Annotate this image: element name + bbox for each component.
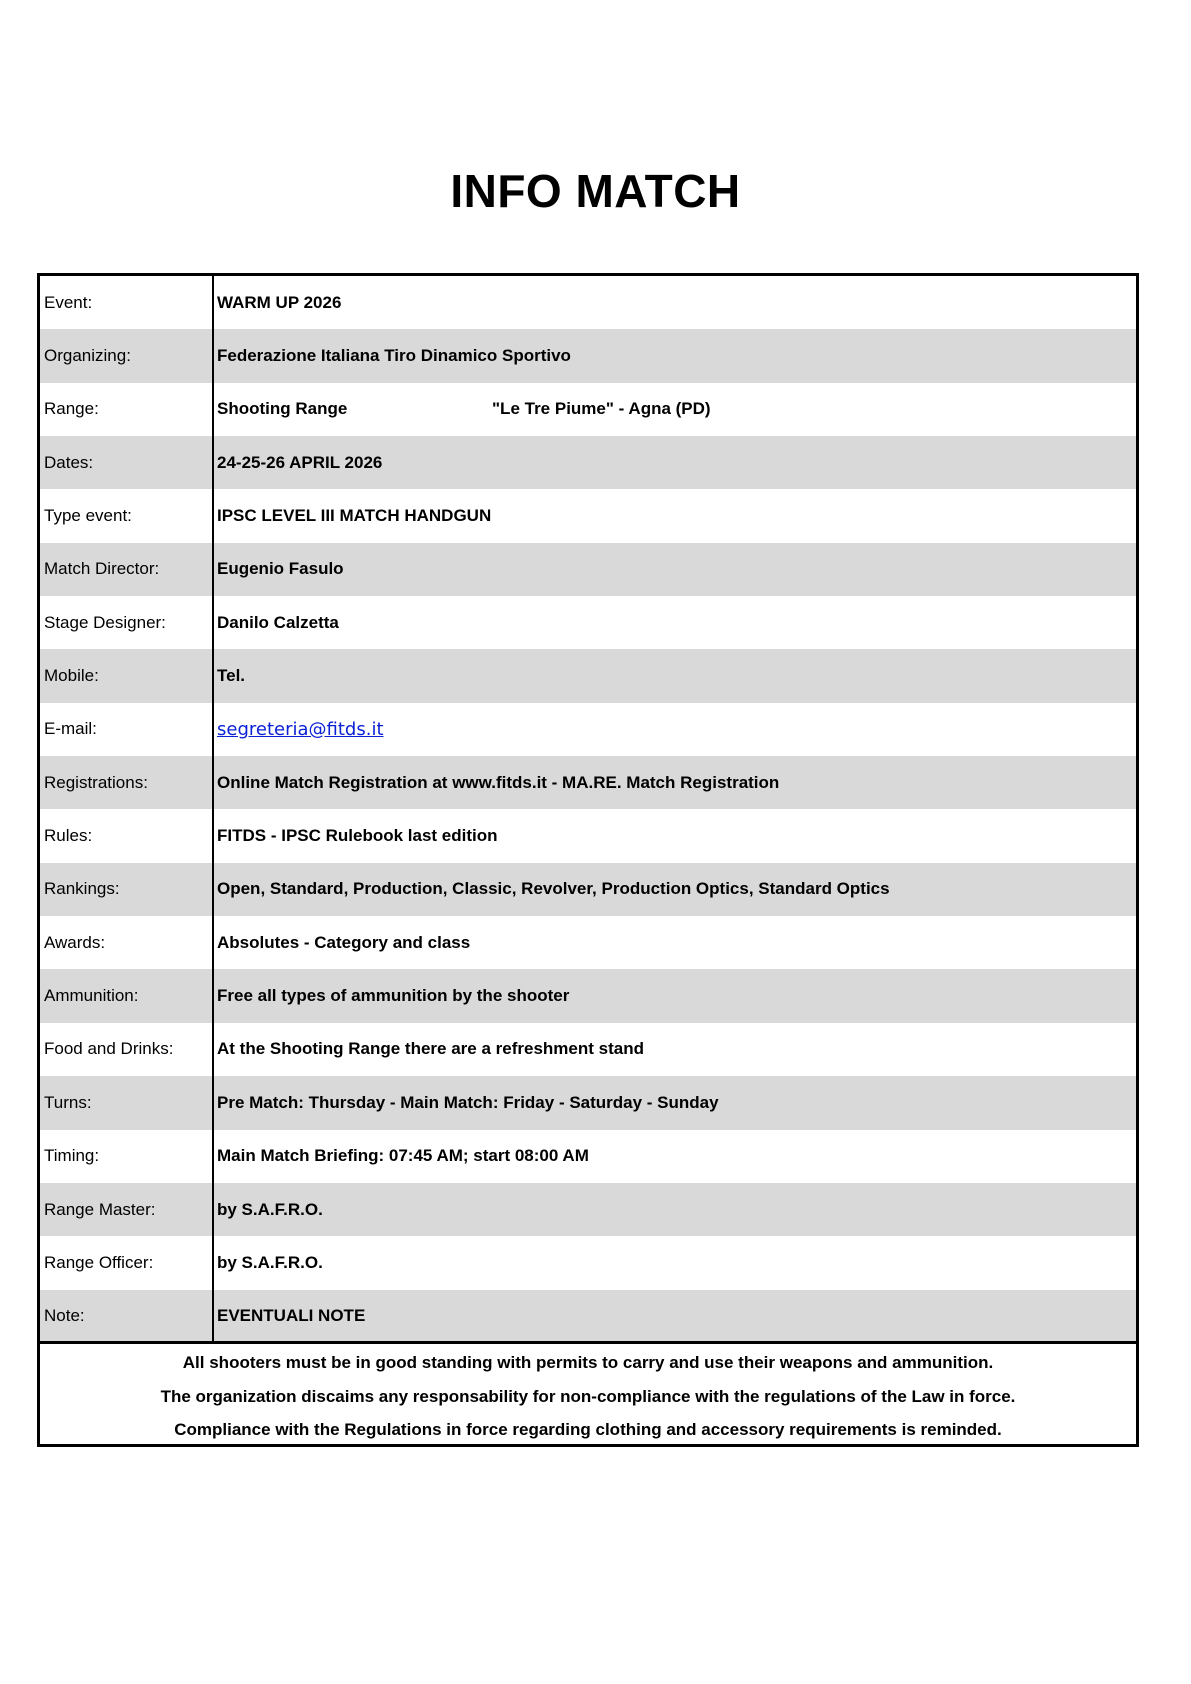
value-range-location: "Le Tre Piume" - Agna (PD) (492, 399, 711, 419)
label-stage-designer: Stage Designer: (40, 596, 214, 649)
disclaimer-line-3: Compliance with the Regulations in force regarding clothing and accessory requirements is reminded. (174, 1420, 1002, 1439)
disclaimer-footer (37, 1341, 1139, 1447)
value-food-drinks: At the Shooting Range there are a refreshment stand (217, 1039, 644, 1059)
row-match-director (40, 543, 1136, 596)
value-event: WARM UP 2026 (217, 292, 342, 312)
row-range-master (40, 1183, 1136, 1236)
label-ammunition: Ammunition: (40, 969, 214, 1022)
label-note: Note: (40, 1290, 214, 1343)
label-food-drinks: Food and Drinks: (40, 1023, 214, 1076)
row-type-event (40, 489, 1136, 542)
value-range (214, 383, 1136, 436)
value-match-director: Eugenio Fasulo (217, 559, 344, 579)
value-range-type: Shooting Range (217, 399, 348, 419)
value-rules: FITDS - IPSC Rulebook last edition (217, 826, 498, 846)
label-organizing: Organizing: (40, 329, 214, 382)
value-range-master: by S.A.F.R.O. (217, 1199, 323, 1219)
row-rules (40, 809, 1136, 862)
value-rankings: Open, Standard, Production, Classic, Revolver, Production Optics, Standard Optics (217, 879, 890, 899)
label-email: E-mail: (40, 703, 214, 756)
value-email (214, 703, 1136, 756)
label-event: Event: (40, 276, 214, 329)
row-organizing (40, 329, 1136, 382)
row-range (40, 383, 1136, 436)
row-mobile (40, 649, 1136, 702)
label-type-event: Type event: (40, 489, 214, 542)
info-table (37, 273, 1139, 1343)
row-ammunition (40, 969, 1136, 1022)
label-range-officer: Range Officer: (40, 1236, 214, 1289)
row-event (40, 276, 1136, 329)
label-turns: Turns: (40, 1076, 214, 1129)
row-timing (40, 1130, 1136, 1183)
row-food-drinks (40, 1023, 1136, 1076)
label-dates: Dates: (40, 436, 214, 489)
value-registrations: Online Match Registration at www.fitds.it - MA.RE. Match Registration (217, 772, 780, 792)
disclaimer-line-2: The organization discaims any responsability for non-compliance with the regulations of the Law in force. (160, 1386, 1016, 1406)
label-awards: Awards: (40, 916, 214, 969)
label-range-master: Range Master: (40, 1183, 214, 1236)
row-registrations (40, 756, 1136, 809)
label-registrations: Registrations: (40, 756, 214, 809)
value-note: EVENTUALI NOTE (217, 1306, 366, 1326)
row-email (40, 703, 1136, 756)
row-note (40, 1290, 1136, 1343)
disclaimer-line-1: All shooters must be in good standing with permits to carry and use their weapons and ammunition. (182, 1353, 994, 1372)
label-range: Range: (40, 383, 214, 436)
value-turns: Pre Match: Thursday - Main Match: Friday - Saturday - Sunday (217, 1092, 719, 1112)
label-rankings: Rankings: (40, 863, 214, 916)
label-mobile: Mobile: (40, 649, 214, 702)
row-dates (40, 436, 1136, 489)
row-awards (40, 916, 1136, 969)
value-organizing: Federazione Italiana Tiro Dinamico Sportivo (217, 346, 571, 366)
page-title: INFO MATCH (450, 165, 741, 217)
value-stage-designer: Danilo Calzetta (217, 612, 339, 632)
value-timing: Main Match Briefing: 07:45 AM; start 08:00 AM (217, 1146, 589, 1166)
label-timing: Timing: (40, 1130, 214, 1183)
value-dates: 24-25-26 APRIL 2026 (217, 452, 383, 472)
row-range-officer (40, 1236, 1136, 1289)
value-awards: Absolutes - Category and class (217, 932, 471, 952)
value-type-event: IPSC LEVEL III MATCH HANDGUN (217, 506, 492, 526)
value-ammunition: Free all types of ammunition by the shooter (217, 986, 570, 1006)
email-link[interactable]: segreteria@fitds.it (217, 718, 384, 740)
row-rankings (40, 863, 1136, 916)
value-mobile: Tel. (217, 666, 246, 686)
label-rules: Rules: (40, 809, 214, 862)
row-turns (40, 1076, 1136, 1129)
label-match-director: Match Director: (40, 543, 214, 596)
row-stage-designer (40, 596, 1136, 649)
value-range-officer: by S.A.F.R.O. (217, 1252, 323, 1272)
